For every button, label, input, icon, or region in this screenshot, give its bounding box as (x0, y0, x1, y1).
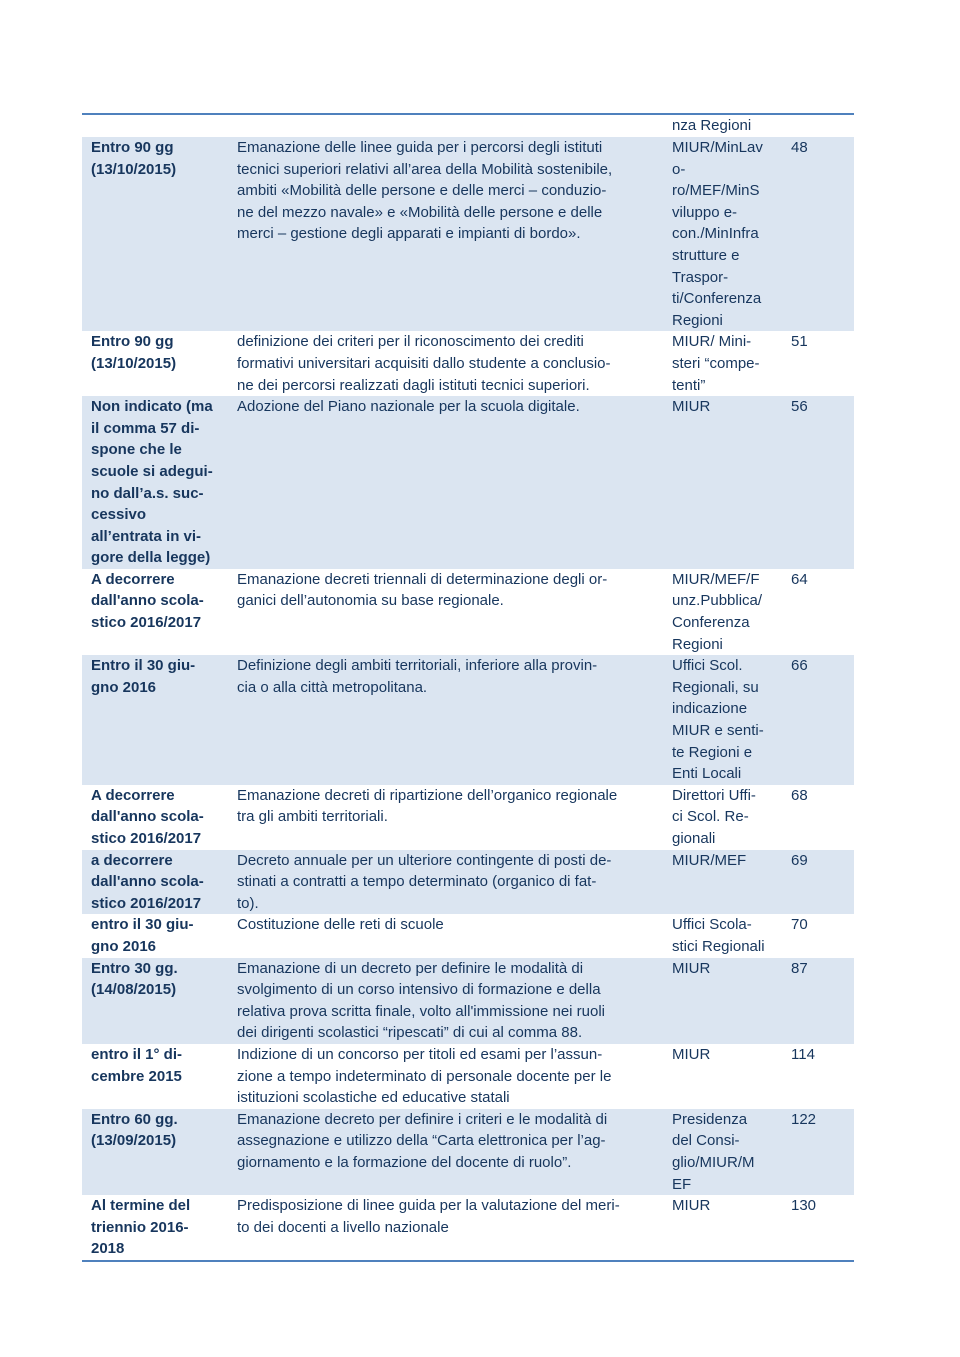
description-cell: Emanazione decreto per definire i criteri e le modalità di assegnazione e utilizzo della “Carta elettronica per l’ag- giornamento e la formazione del docente di ruolo”. (237, 1110, 608, 1171)
deadline-cell: entro il 30 giu- gno 2016 (91, 916, 194, 955)
deadline-cell: Entro 60 gg. (13/09/2015) (91, 1110, 178, 1150)
authority-cell: MIUR/ Mini- steri “compe- tenti” (672, 333, 760, 394)
comma-cell: 64 (791, 570, 808, 588)
comma-cell: 87 (791, 959, 808, 977)
table-row (82, 331, 854, 396)
table-row (82, 1195, 854, 1260)
deadlines-table (82, 113, 854, 1262)
comma-cell: 51 (791, 333, 808, 351)
comma-cell: 70 (791, 916, 808, 934)
table-row (82, 1044, 854, 1109)
description-cell: Emanazione delle linee guida per i percorsi degli istituti tecnici superiori relativi all’area della Mobilità sostenibile, ambiti «Mobilità delle persone e delle merci – conduzio- ne del mezzo navale» e «Mobilità delle persone e delle merci – gestione degli apparati e impianti di bordo». (237, 139, 613, 243)
comma-cell: 69 (791, 851, 808, 869)
table-row (82, 850, 854, 915)
deadline-cell: Al termine del triennio 2016- 2018 (91, 1197, 191, 1258)
comma-cell: 56 (791, 398, 808, 416)
authority-cell: MIUR/MinLav o- ro/MEF/MinS viluppo e- con./MinInfra strutture e Traspor- ti/Conferenza Regioni (672, 139, 763, 329)
deadline-cell: entro il 1° di- cembre 2015 (91, 1045, 183, 1085)
description-cell: Emanazione di un decreto per definire le modalità di svolgimento di un corso intensivo di formazione e della relativa prova scritta finale, volto all'immissione nei ruoli dei dirigenti scolastici “ripescati” di cui al comma 88. (237, 959, 606, 1042)
authority-cell: MIUR (672, 959, 711, 977)
continued-authority-cell: nza Regioni (672, 117, 752, 134)
description-cell: definizione dei criteri per il riconoscimento dei crediti formativi universitari acquisiti dallo studente a conclusio- ne dei percorsi realizzati dagli istituti tecnici superiori. (237, 333, 611, 394)
authority-cell: MIUR/MEF/F unz.Pubblica/ Conferenza Regioni (672, 570, 763, 653)
comma-cell: 130 (791, 1197, 817, 1215)
deadline-cell: Entro 30 gg. (14/08/2015) (91, 959, 178, 999)
comma-cell: 66 (791, 657, 808, 675)
description-cell: Costituzione delle reti di scuole (237, 916, 444, 934)
description-cell: Decreto annuale per un ulteriore contingente di posti de- stinati a contratti a tempo determinato (organico di fat- to). (237, 851, 612, 912)
authority-cell: Uffici Scol. Regionali, su indicazione MIUR e senti- te Regioni e Enti Locali (672, 657, 764, 783)
table-row (82, 914, 854, 957)
deadline-cell: Entro il 30 giu- gno 2016 (91, 657, 196, 696)
authority-cell: Uffici Scola- stici Regionali (672, 916, 765, 955)
authority-cell: Presidenza del Consi- glio/MIUR/M EF (672, 1110, 755, 1193)
deadline-cell: A decorrere dall'anno scola- stico 2016/2017 (91, 570, 204, 632)
comma-cell: 48 (791, 139, 808, 156)
authority-cell: MIUR (672, 1045, 711, 1063)
description-cell: Predisposizione di linee guida per la valutazione del meri- to dei docenti a livello nazionale (237, 1197, 620, 1236)
table-row (82, 958, 854, 1044)
description-cell: Emanazione decreti di ripartizione dell’organico regionale tra gli ambiti territoriali. (237, 786, 618, 826)
description-cell: Emanazione decreti triennali di determinazione degli or- ganici dell’autonomia su base regionale. (237, 570, 608, 610)
table-row (82, 396, 854, 569)
authority-cell: MIUR (672, 398, 711, 416)
comma-cell: 68 (791, 786, 808, 804)
description-cell: Adozione del Piano nazionale per la scuola digitale. (237, 398, 580, 416)
deadline-cell: Entro 90 gg (13/10/2015) (91, 139, 177, 178)
deadline-cell: a decorrere dall'anno scola- stico 2016/2017 (91, 851, 204, 912)
comma-cell: 122 (791, 1110, 817, 1128)
authority-cell: MIUR (672, 1197, 711, 1215)
comma-cell: 114 (791, 1045, 815, 1063)
table-row (82, 655, 854, 785)
table-row (82, 569, 854, 655)
authority-cell: Direttori Uffi- ci Scol. Re- gionali (672, 786, 756, 847)
table-row (82, 785, 854, 850)
table-row (82, 137, 854, 331)
deadline-cell: A decorrere dall'anno scola- stico 2016/2017 (91, 786, 204, 847)
description-cell: Indizione di un concorso per titoli ed esami per l’assun- zione a tempo indeterminato di personale docente per le istituzioni scolastiche ed educative statali (237, 1045, 612, 1107)
table-body (82, 137, 854, 1260)
description-cell: Definizione degli ambiti territoriali, inferiore alla provin- cia o alla città metropolitana. (237, 657, 598, 696)
authority-cell: MIUR/MEF (672, 851, 747, 869)
table-row (82, 1109, 854, 1195)
deadline-cell: Entro 90 gg (13/10/2015) (91, 333, 177, 372)
deadline-cell: Non indicato (ma il comma 57 di- spone che le scuole si adegui- no dall’a.s. suc- cessivo all’entrata in vi- gore della legge) (91, 398, 213, 567)
